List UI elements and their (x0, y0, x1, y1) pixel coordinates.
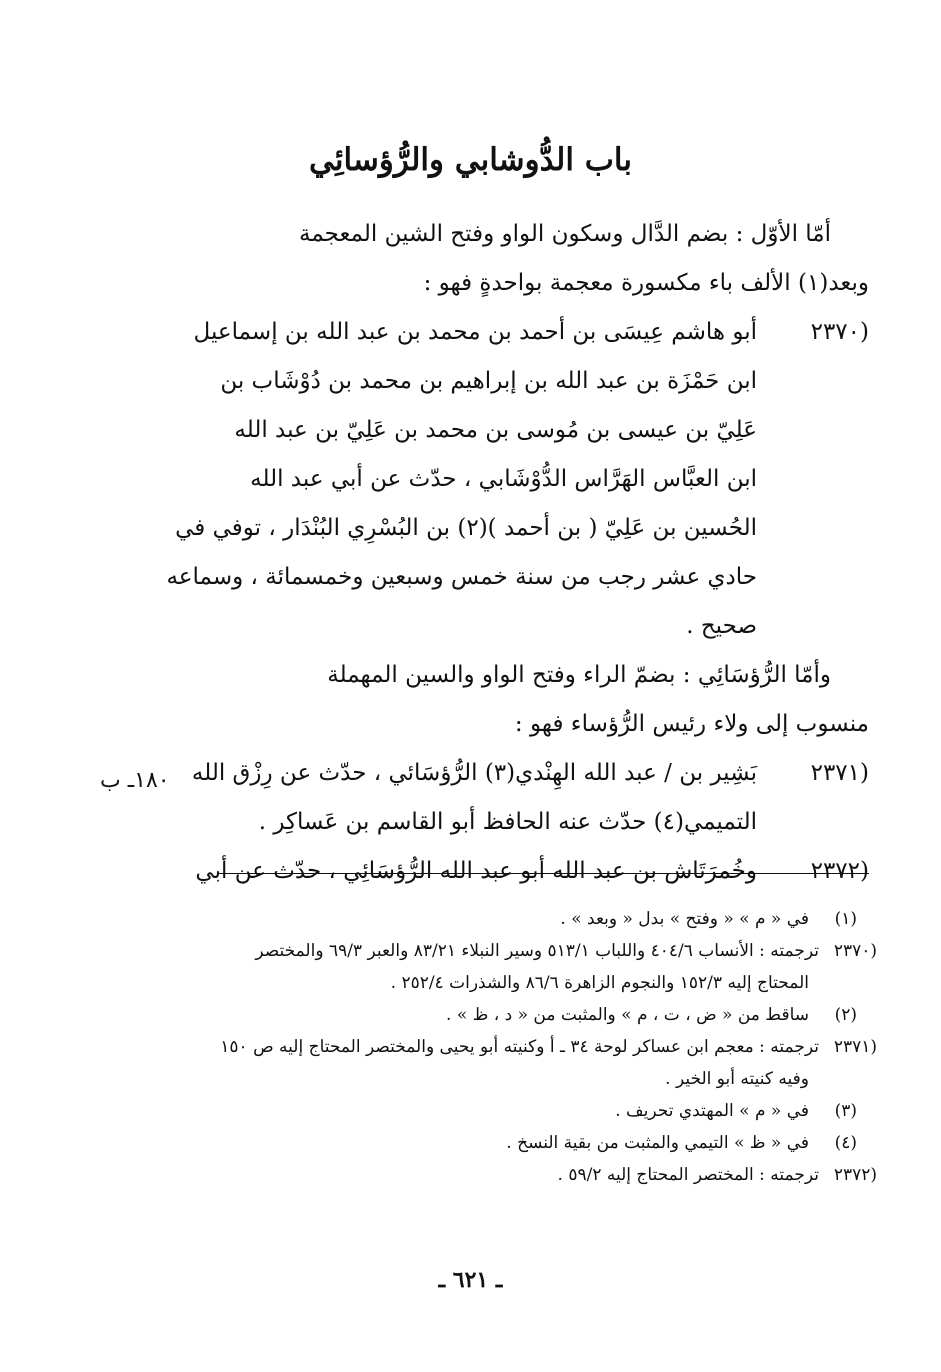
entry-line: حادي عشر رجب من سنة خمس وسبعين وخمسمائة ، وسماعه (166, 564, 757, 590)
intro-line-1: أمّا الأوّل : بضم الدَّال وسكون الواو وفتح الشين المعجمة (299, 221, 831, 247)
footnote-text: وفيه كنيته أبو الخير . (665, 1069, 809, 1089)
footnote-label: (٣) (834, 1101, 857, 1121)
footnote (67, 999, 877, 1031)
footnote (67, 1031, 877, 1063)
footnote (67, 967, 877, 999)
footnote (67, 1095, 877, 1127)
footnote-label: (٢) (834, 1005, 857, 1025)
footnote-label: (٢٣٧٢ (833, 1165, 877, 1185)
entry-line (69, 749, 757, 798)
entry-number: (٢٣٧١ (810, 760, 869, 786)
entry-line-text: بَشِير بن / عبد الله الهِنْدي(٣) الرُّؤسَائي ، حدّث عن رِزْق الله (191, 760, 757, 786)
footnote-text: في « م » المهتدي تحريف . (615, 1101, 809, 1121)
footnote-text: ترجمته : الأنساب ٤٠٤/٦ واللباب ٥١٣/١ وسير النبلاء ٨٣/٢١ والعبر ٦٩/٣ والمختصر (255, 941, 819, 961)
entry-line: أبو هاشم عِيسَى بن أحمد بن محمد بن عبد الله بن إسماعيل (193, 319, 757, 345)
chapter-title: باب الدُّوشابي والرُّؤسائِي (308, 142, 633, 178)
footnote (67, 903, 877, 935)
footnote (67, 1063, 877, 1095)
footnote-label: (١) (834, 909, 857, 929)
footnote (67, 935, 877, 967)
separator-line (219, 873, 869, 874)
entry-line: التميمي(٤) حدّث عنه الحافظ أبو القاسم بن عَساكِر . (258, 809, 757, 835)
entry-line: عَلِيّ بن عيسى بن مُوسى بن محمد بن عَلِيّ بن عبد الله (234, 417, 757, 443)
footnote-text: في « ظ » التيمي والمثبت من بقية النسخ . (506, 1133, 809, 1153)
footnote-label: (٢٣٧١ (833, 1037, 877, 1057)
footnote-text: المحتاج إليه ١٥٢/٣ والنجوم الزاهرة ٨٦/٦ والشذرات ٢٥٢/٤ . (390, 973, 809, 993)
entry-number: (٢٣٧٢ (810, 858, 869, 884)
entry-2372 (69, 847, 869, 896)
entry-number: (٢٣٧٠ (810, 319, 869, 345)
second-line-2: منسوب إلى ولاء رئيس الرُّؤساء فهو : (514, 711, 869, 737)
footnote-text: ساقط من « ض ، ت ، م » والمثبت من « د ، ظ » . (446, 1005, 809, 1025)
main-text (69, 210, 869, 896)
entry-line: صحيح . (686, 613, 757, 639)
entry-line: ابن حَمْزَة بن عبد الله بن إبراهيم بن محمد بن دُوْشَاب بن (220, 368, 757, 394)
intro-line-2: وبعد(١) الألف باء مكسورة معجمة بواحدةٍ فهو : (423, 270, 869, 296)
footnote-text: في « م » « وفتح » بدل « وبعد » . (560, 909, 809, 929)
entry-2371 (69, 749, 869, 847)
footnote-text: ترجمته : المختصر المحتاج إليه ٥٩/٢ . (557, 1165, 819, 1185)
entry-2370 (69, 308, 869, 651)
entry-line: الحُسين بن عَلِيّ ( بن أحمد )(٢) بن البُسْرِي البُنْدَار ، توفي في (175, 515, 757, 541)
page-number: ـ ٦٢١ ـ (438, 1267, 503, 1293)
second-line-1: وأمّا الرُّؤسَائِي : بضمّ الراء وفتح الواو والسين المهملة (327, 662, 831, 688)
footnotes (67, 903, 877, 1191)
footnote-text: ترجمته : معجم ابن عساكر لوحة ٣٤ ـ أ وكنيته أبو يحيى والمختصر المحتاج إليه ص ١٥٠ (220, 1037, 819, 1057)
margin-reference: ١٨٠ـ ب (100, 768, 170, 793)
footnote (67, 1127, 877, 1159)
footnote-label: (٢٣٧٠ (833, 941, 877, 961)
footnote-label: (٤) (834, 1133, 857, 1153)
entry-line: ابن العبَّاس الهَرَّاس الدُّوْشَابي ، حدّث عن أبي عبد الله (250, 466, 757, 492)
footnote (67, 1159, 877, 1191)
entry-line: وخُمرَتَاش بن عبد الله أبو عبد الله الرُّؤسَائِي ، حدّث عن أبي (195, 858, 757, 884)
